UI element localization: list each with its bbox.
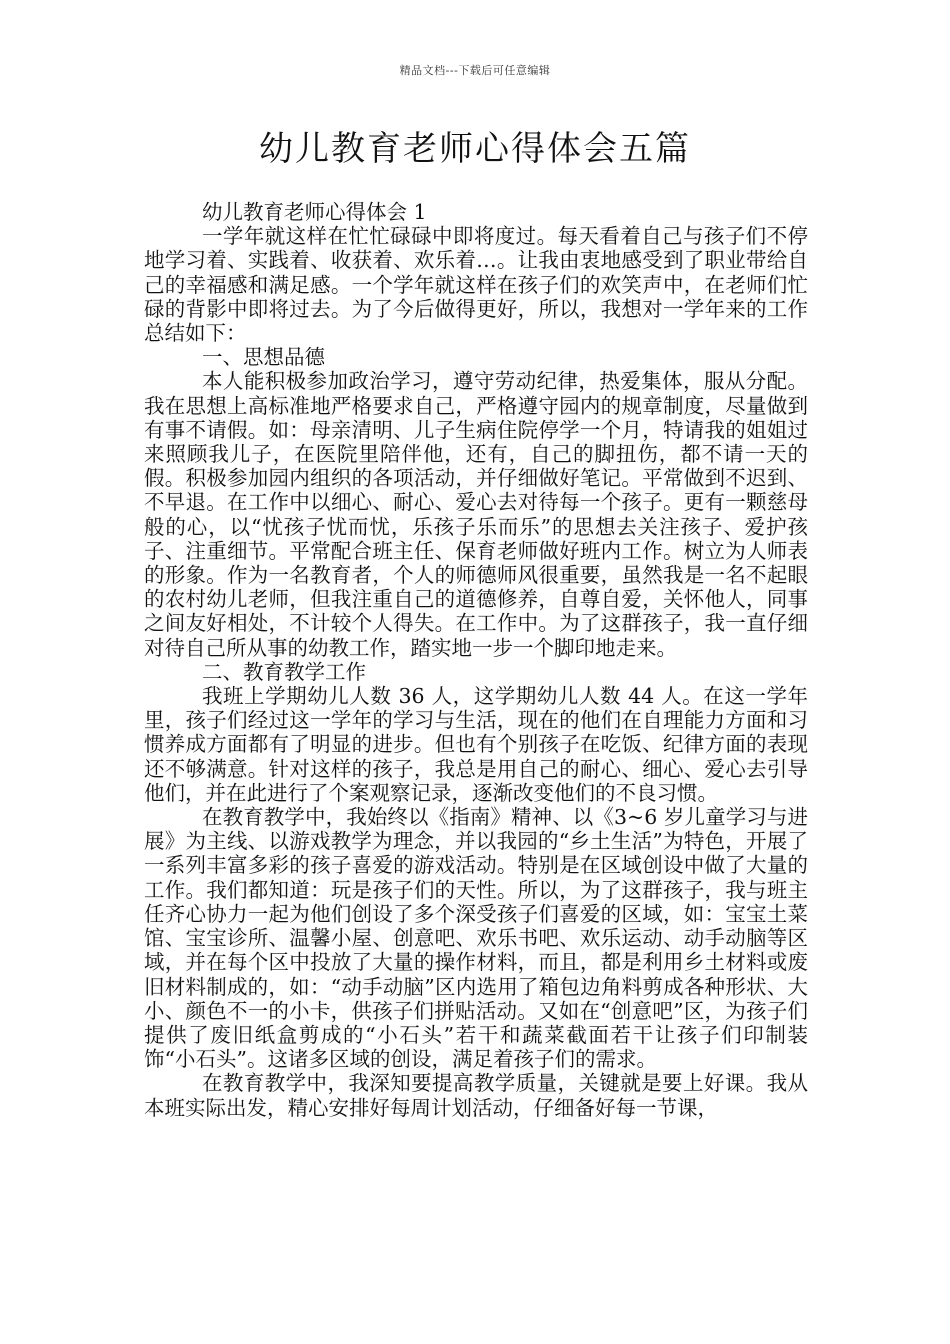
section-heading: 一、思想品德 xyxy=(202,345,325,370)
paragraph: 在教育教学中，我始终以《指南》精神、以《3~6 岁儿童学习与进展》为主线、以游戏教学为理念，并以我园的“乡土生活”为特色，开展了一系列丰富多彩的孩子喜爱的游戏活动。特别是在区域创设中做了大量的工作。我们都知道：玩是孩子们的天性。所以，为了这群孩子，我与班主任齐心协力一起为他们创设了多个深受孩子们喜爱的区域，如：宝宝土菜馆、宝宝诊所、温馨小屋、创意吧、欢乐书吧、欢乐运动、动手动脑等区域，并在每个区中投放了大量的操作材料，而且，都是利用乡土材料或废旧材料制成的，如：“动手动脑”区内选用了箱包边角料剪成各种形状、大小、颜色不一的小卡，供孩子们拼贴活动。又如在“创意吧”区，为孩子们提供了废旧纸盒剪成的“小石头”若干和蔬菜截面若干让孩子们印制装饰“小石头”。这诸多区域的创设，满足着孩子们的需求。 xyxy=(144,805,808,1072)
document-body xyxy=(144,200,808,1120)
page-header: 精品文档---下载后可任意编辑 xyxy=(399,64,551,77)
section-heading: 二、教育教学工作 xyxy=(202,659,366,684)
paragraph: 在教育教学中，我深知要提高教学质量，关键就是要上好课。我从本班实际出发，精心安排好每周计划活动，仔细备好每一节课， xyxy=(144,1071,808,1120)
paragraph: 一学年就这样在忙忙碌碌中即将度过。每天看着自己与孩子们不停地学习着、实践着、收获着、欢乐着…。让我由衷地感受到了职业带给自己的幸福感和满足感。一个学年就这样在孩子们的欢笑声中，在老师们忙碌的背影中即将过去。为了今后做得更好，所以，我想对一学年来的工作总结如下： xyxy=(144,224,808,346)
paragraph: 我班上学期幼儿人数 36 人，这学期幼儿人数 44 人。在这一学年里，孩子们经过这一学年的学习与生活，现在的他们在自理能力方面和习惯养成方面都有了明显的进步。但也有个别孩子在吃饭、纪律方面的表现还不够满意。针对这样的孩子，我总是用自己的耐心、细心、爱心去引导他们，并在此进行了个案观察记录，逐渐改变他们的不良习惯。 xyxy=(144,684,808,805)
document-title: 幼儿教育老师心得体会五篇 xyxy=(259,129,691,169)
section-heading: 幼儿教育老师心得体会 1 xyxy=(202,200,427,224)
paragraph: 本人能积极参加政治学习，遵守劳动纪律，热爱集体，服从分配。我在思想上高标准地严格要求自己，严格遵守园内的规章制度，尽量做到有事不请假。如：母亲清明、儿子生病住院停学一个月，特请我的姐姐过来照顾我儿子，在医院里陪伴他，还有，自己的脚扭伤，都不请一天的假。积极参加园内组织的各项活动，并仔细做好笔记。平常做到不迟到、不早退。在工作中以细心、耐心、爱心去对待每一个孩子。更有一颗慈母般的心，以“忧孩子忧而忧，乐孩子乐而乐”的思想去关注孩子、爱护孩子、注重细节。平常配合班主任、保育老师做好班内工作。树立为人师表的形象。作为一名教育者，个人的师德师风很重要，虽然我是一名不起眼的农村幼儿老师，但我注重自己的道德修养，自尊自爱，关怀他人，同事之间友好相处，不计较个人得失。在工作中。为了这群孩子，我一直仔细对待自己所从事的幼教工作，踏实地一步一个脚印地走来。 xyxy=(144,369,808,660)
